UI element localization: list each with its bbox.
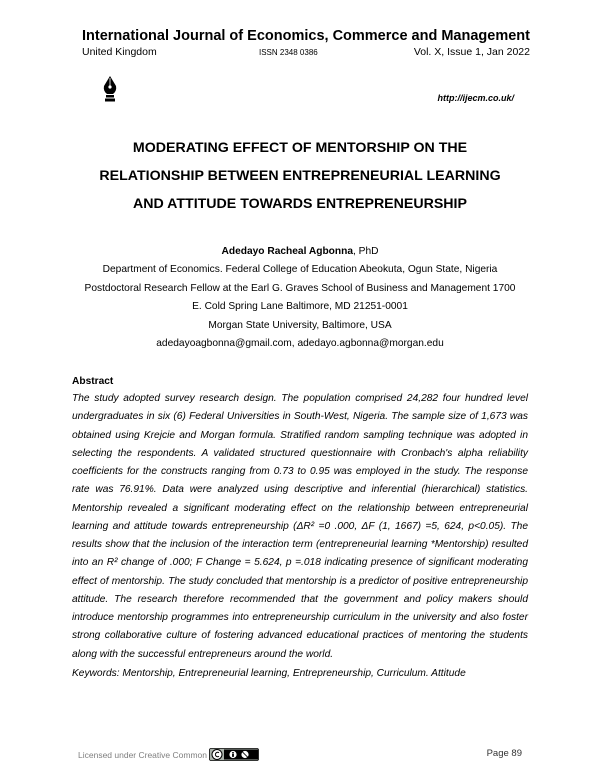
- author-name: Adedayo Racheal Agbonna: [221, 246, 354, 257]
- affiliation-line: Postdoctoral Research Fellow at the Earl G. Graves School of Business and Management 1700: [84, 282, 516, 294]
- journal-issn: ISSN 2348 0386: [259, 48, 318, 57]
- journal-url-link[interactable]: http://ijecm.co.uk/: [437, 93, 514, 103]
- author-line: [40, 243, 560, 261]
- author-degree: , PhD: [353, 246, 379, 257]
- author-email[interactable]: adedayoagbonna@gmail.com, adedayo.agbonna@morgan.edu: [156, 338, 444, 350]
- title-line: AND ATTITUDE TOWARDS ENTREPRENEURSHIP: [133, 196, 467, 212]
- pen-nib-icon: [100, 75, 120, 103]
- title-line: RELATIONSHIP BETWEEN ENTREPRENEURIAL LEARNING: [99, 168, 501, 184]
- journal-country: United Kingdom: [82, 46, 157, 58]
- affiliation-line: Morgan State University, Baltimore, USA: [208, 319, 392, 331]
- journal-title: International Journal of Economics, Commerce and Management: [82, 28, 530, 44]
- abstract-text: The study adopted survey research design. The population comprised 24,282 four hundred level undergraduates in six (6) Federal Universities in South-West, Nigeria. The sample size of 1,673 was obtained using Krejcie and Morgan formula. Stratified random sampling technique was adopted in selecting the respondents. A validated structured questionnaire with Cronbach's alpha reliability coefficients for the constructs ranging from 0.73 to 0.95 was employed in the study. The response rate was 76.91%. Data were analyzed using descriptive and inferential (hierarchical) statistics. Mentorship revealed a significant moderating effect on the relationship between entrepreneurial learning and attitude towards entrepreneurship (ΔR² =0 .000, ΔF (1, 1667) =5, 624, p<0.05). The results show that the inclusion of the interaction term (entrepreneurial learning *Mentorship) resulted into an R² change of .000; F Change = 5.624, p =.018 indicating presence of significant moderating effect of mentorship. The study concluded that mentorship is a predictor of positive entrepreneurship attitude. The research therefore recommended that the government and policy makers should introduce mentorship programmes into entrepreneurship curriculum in the university and also foster strong collaborative culture of fostering advanced educational practices of mentoring the students along with the successful entrepreneurs around the world.: [72, 393, 528, 660]
- footer-license: [78, 748, 259, 761]
- affiliation-line: Department of Economics. Federal College of Education Abeokuta, Ogun State, Nigeria: [102, 264, 498, 276]
- license-text: Licensed under Creative Common: [78, 749, 207, 760]
- paper-title: [60, 134, 540, 218]
- author-block: [40, 243, 560, 353]
- page-number: Page 89: [486, 748, 522, 759]
- keywords: Keywords: Mentorship, Entrepreneurial learning, Entrepreneurship, Curriculum. Attitude: [72, 667, 466, 679]
- affiliation-line: E. Cold Spring Lane Baltimore, MD 21251-0001: [192, 301, 408, 313]
- creative-commons-by-nc-icon: [209, 748, 259, 761]
- abstract-heading: Abstract: [72, 376, 114, 387]
- journal-volume: Vol. X, Issue 1, Jan 2022: [413, 46, 530, 58]
- title-line: MODERATING EFFECT OF MENTORSHIP ON THE: [132, 140, 468, 156]
- abstract-section: [72, 376, 528, 683]
